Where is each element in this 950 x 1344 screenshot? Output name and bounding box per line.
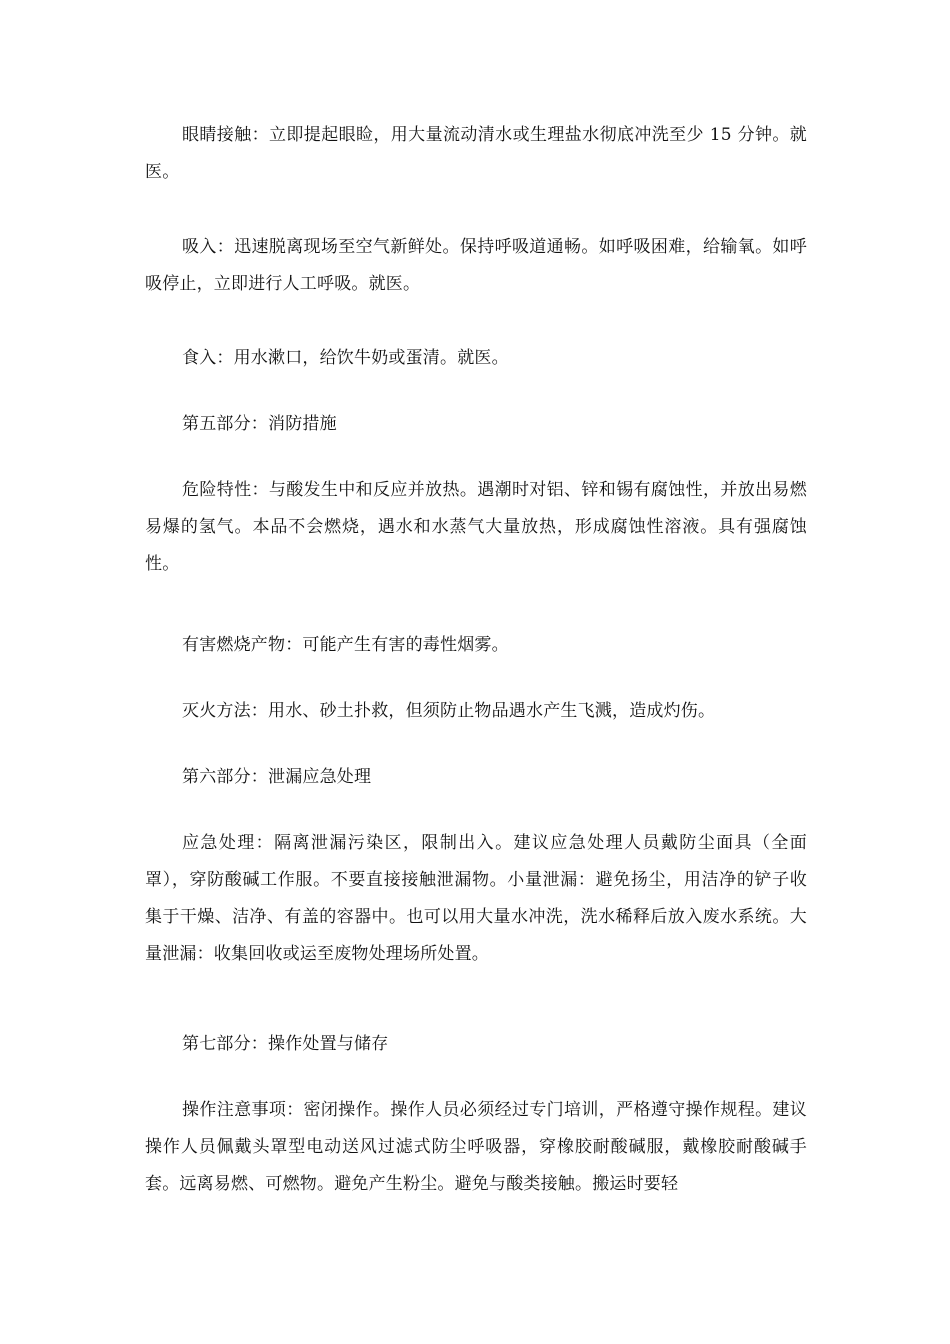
paragraph-operation-precautions: 操作注意事项：密闭操作。操作人员必须经过专门培训，严格遵守操作规程。建议操作人员佩戴头罩型电动送风过滤式防尘呼吸器，穿橡胶耐酸碱服，戴橡胶耐酸碱手套。远离易燃、可燃物。避免产生粉尘。避免与酸类接触。搬运时要轻 (145, 1100, 807, 1194)
paragraph-hazard-characteristics: 危险特性：与酸发生中和反应并放热。遇潮时对铝、锌和锡有腐蚀性，并放出易燃易爆的氢气。本品不会燃烧，遇水和水蒸气大量放热，形成腐蚀性溶液。具有强腐蚀性。 (145, 480, 807, 574)
paragraph-combustion-products: 有害燃烧产物：可能产生有害的毒性烟雾。 (182, 635, 509, 655)
paragraph-extinguishing-method: 灭火方法：用水、砂土扑救，但须防止物品遇水产生飞溅，造成灼伤。 (182, 701, 716, 721)
paragraph-eye-contact: 眼睛接触：立即提起眼睑，用大量流动清水或生理盐水彻底冲洗至少 15 分钟。就医。 (145, 125, 807, 182)
paragraph-ingestion: 食入：用水漱口，给饮牛奶或蛋清。就医。 (182, 348, 509, 368)
section-heading-fire-fighting: 第五部分：消防措施 (182, 414, 337, 434)
paragraph-emergency-handling: 应急处理：隔离泄漏污染区，限制出入。建议应急处理人员戴防尘面具（全面罩），穿防酸碱工作服。不要直接接触泄漏物。小量泄漏：避免扬尘，用洁净的铲子收集于干燥、洁净、有盖的容器中。也可以用大量水冲洗，洗水稀释后放入废水系统。大量泄漏：收集回收或运至废物处理场所处置。 (145, 833, 807, 964)
section-heading-handling-storage: 第七部分：操作处置与储存 (182, 1034, 389, 1054)
section-heading-leak-response: 第六部分：泄漏应急处理 (182, 767, 372, 787)
paragraph-inhalation: 吸入：迅速脱离现场至空气新鲜处。保持呼吸道通畅。如呼吸困难，给输氧。如呼吸停止，立即进行人工呼吸。就医。 (145, 237, 807, 294)
